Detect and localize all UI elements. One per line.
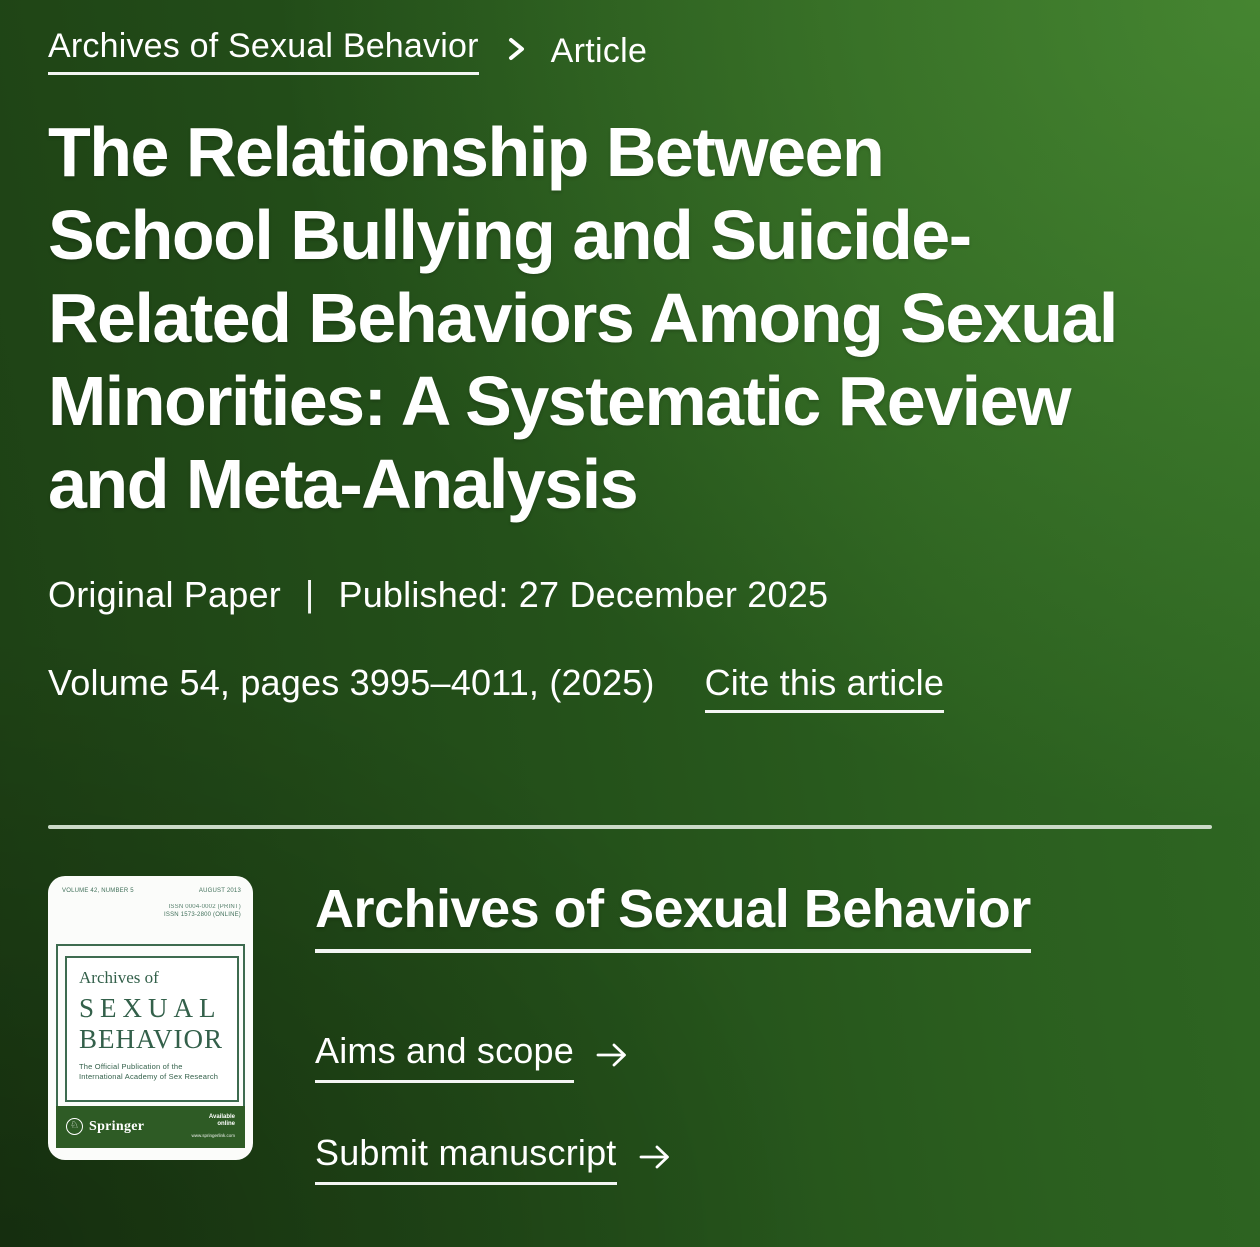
arrow-right-icon: [637, 1138, 673, 1182]
cover-title-box: [65, 956, 239, 1102]
springer-logo: [66, 1118, 144, 1135]
article-meta-row: [48, 573, 1212, 617]
cover-rule: [56, 944, 245, 946]
cover-issn-line: ISSN 0004-0002 (PRINT): [168, 903, 241, 910]
breadcrumb: [48, 26, 1212, 75]
journal-cover-header: [62, 887, 241, 919]
cite-this-article-link[interactable]: Cite this article: [705, 661, 944, 713]
meta-separator: |: [304, 572, 315, 614]
cover-title-word: BEHAVIOR: [79, 1023, 224, 1054]
chevron-right-icon: [503, 32, 529, 72]
title-line: School Bullying and Suicide-: [48, 196, 971, 274]
breadcrumb-current: Article: [550, 31, 648, 70]
cover-footer: [56, 1106, 245, 1148]
page-title: [48, 111, 1212, 526]
cover-issn-line: ISSN 1573-2800 (ONLINE): [164, 911, 241, 918]
volume-pages-text: Volume 54, pages 3995–4011, (2025): [48, 661, 655, 703]
cover-volume-line: VOLUME 42, NUMBER 5: [62, 887, 134, 894]
springer-wordmark: Springer: [89, 1118, 145, 1134]
cover-website: www.springerlink.com: [191, 1133, 235, 1139]
cover-title-word: SEXUAL: [79, 992, 222, 1023]
submit-manuscript-link[interactable]: Submit manuscript: [315, 1131, 617, 1185]
arrow-right-icon: [594, 1036, 630, 1080]
submit-manuscript-row: [315, 1131, 1031, 1185]
cover-date-line: AUGUST 2013: [198, 887, 241, 894]
springer-horse-icon: ♘: [66, 1118, 83, 1135]
cover-tagline: The Official Publication of the International Academy of Sex Research: [79, 1061, 219, 1081]
title-line: Related Behaviors Among Sexual: [48, 279, 1117, 357]
section-divider: [48, 825, 1212, 829]
volume-row: [48, 661, 1212, 713]
cover-available-online: Available online www.springerlink.com: [191, 1114, 235, 1139]
aims-and-scope-row: [315, 1029, 1031, 1083]
title-line: and Meta-Analysis: [48, 445, 638, 523]
title-line: The Relationship Between: [48, 113, 884, 191]
breadcrumb-journal-link[interactable]: Archives of Sexual Behavior: [48, 26, 479, 75]
journal-info: [315, 876, 1031, 1185]
journal-name-link[interactable]: Archives of Sexual Behavior: [315, 878, 1031, 953]
journal-cover-image[interactable]: [48, 876, 253, 1160]
cover-title-prefix: Archives of: [79, 967, 159, 987]
cover-frame-line: [56, 944, 58, 1128]
aims-and-scope-link[interactable]: Aims and scope: [315, 1029, 574, 1083]
article-type-label: Original Paper: [48, 573, 281, 615]
journal-section: [48, 876, 1212, 1185]
cover-frame-line: [243, 944, 245, 1128]
cover-date-issn: [164, 887, 241, 919]
published-date: Published: 27 December 2025: [338, 573, 829, 615]
title-line: Minorities: A Systematic Review: [48, 362, 1070, 440]
